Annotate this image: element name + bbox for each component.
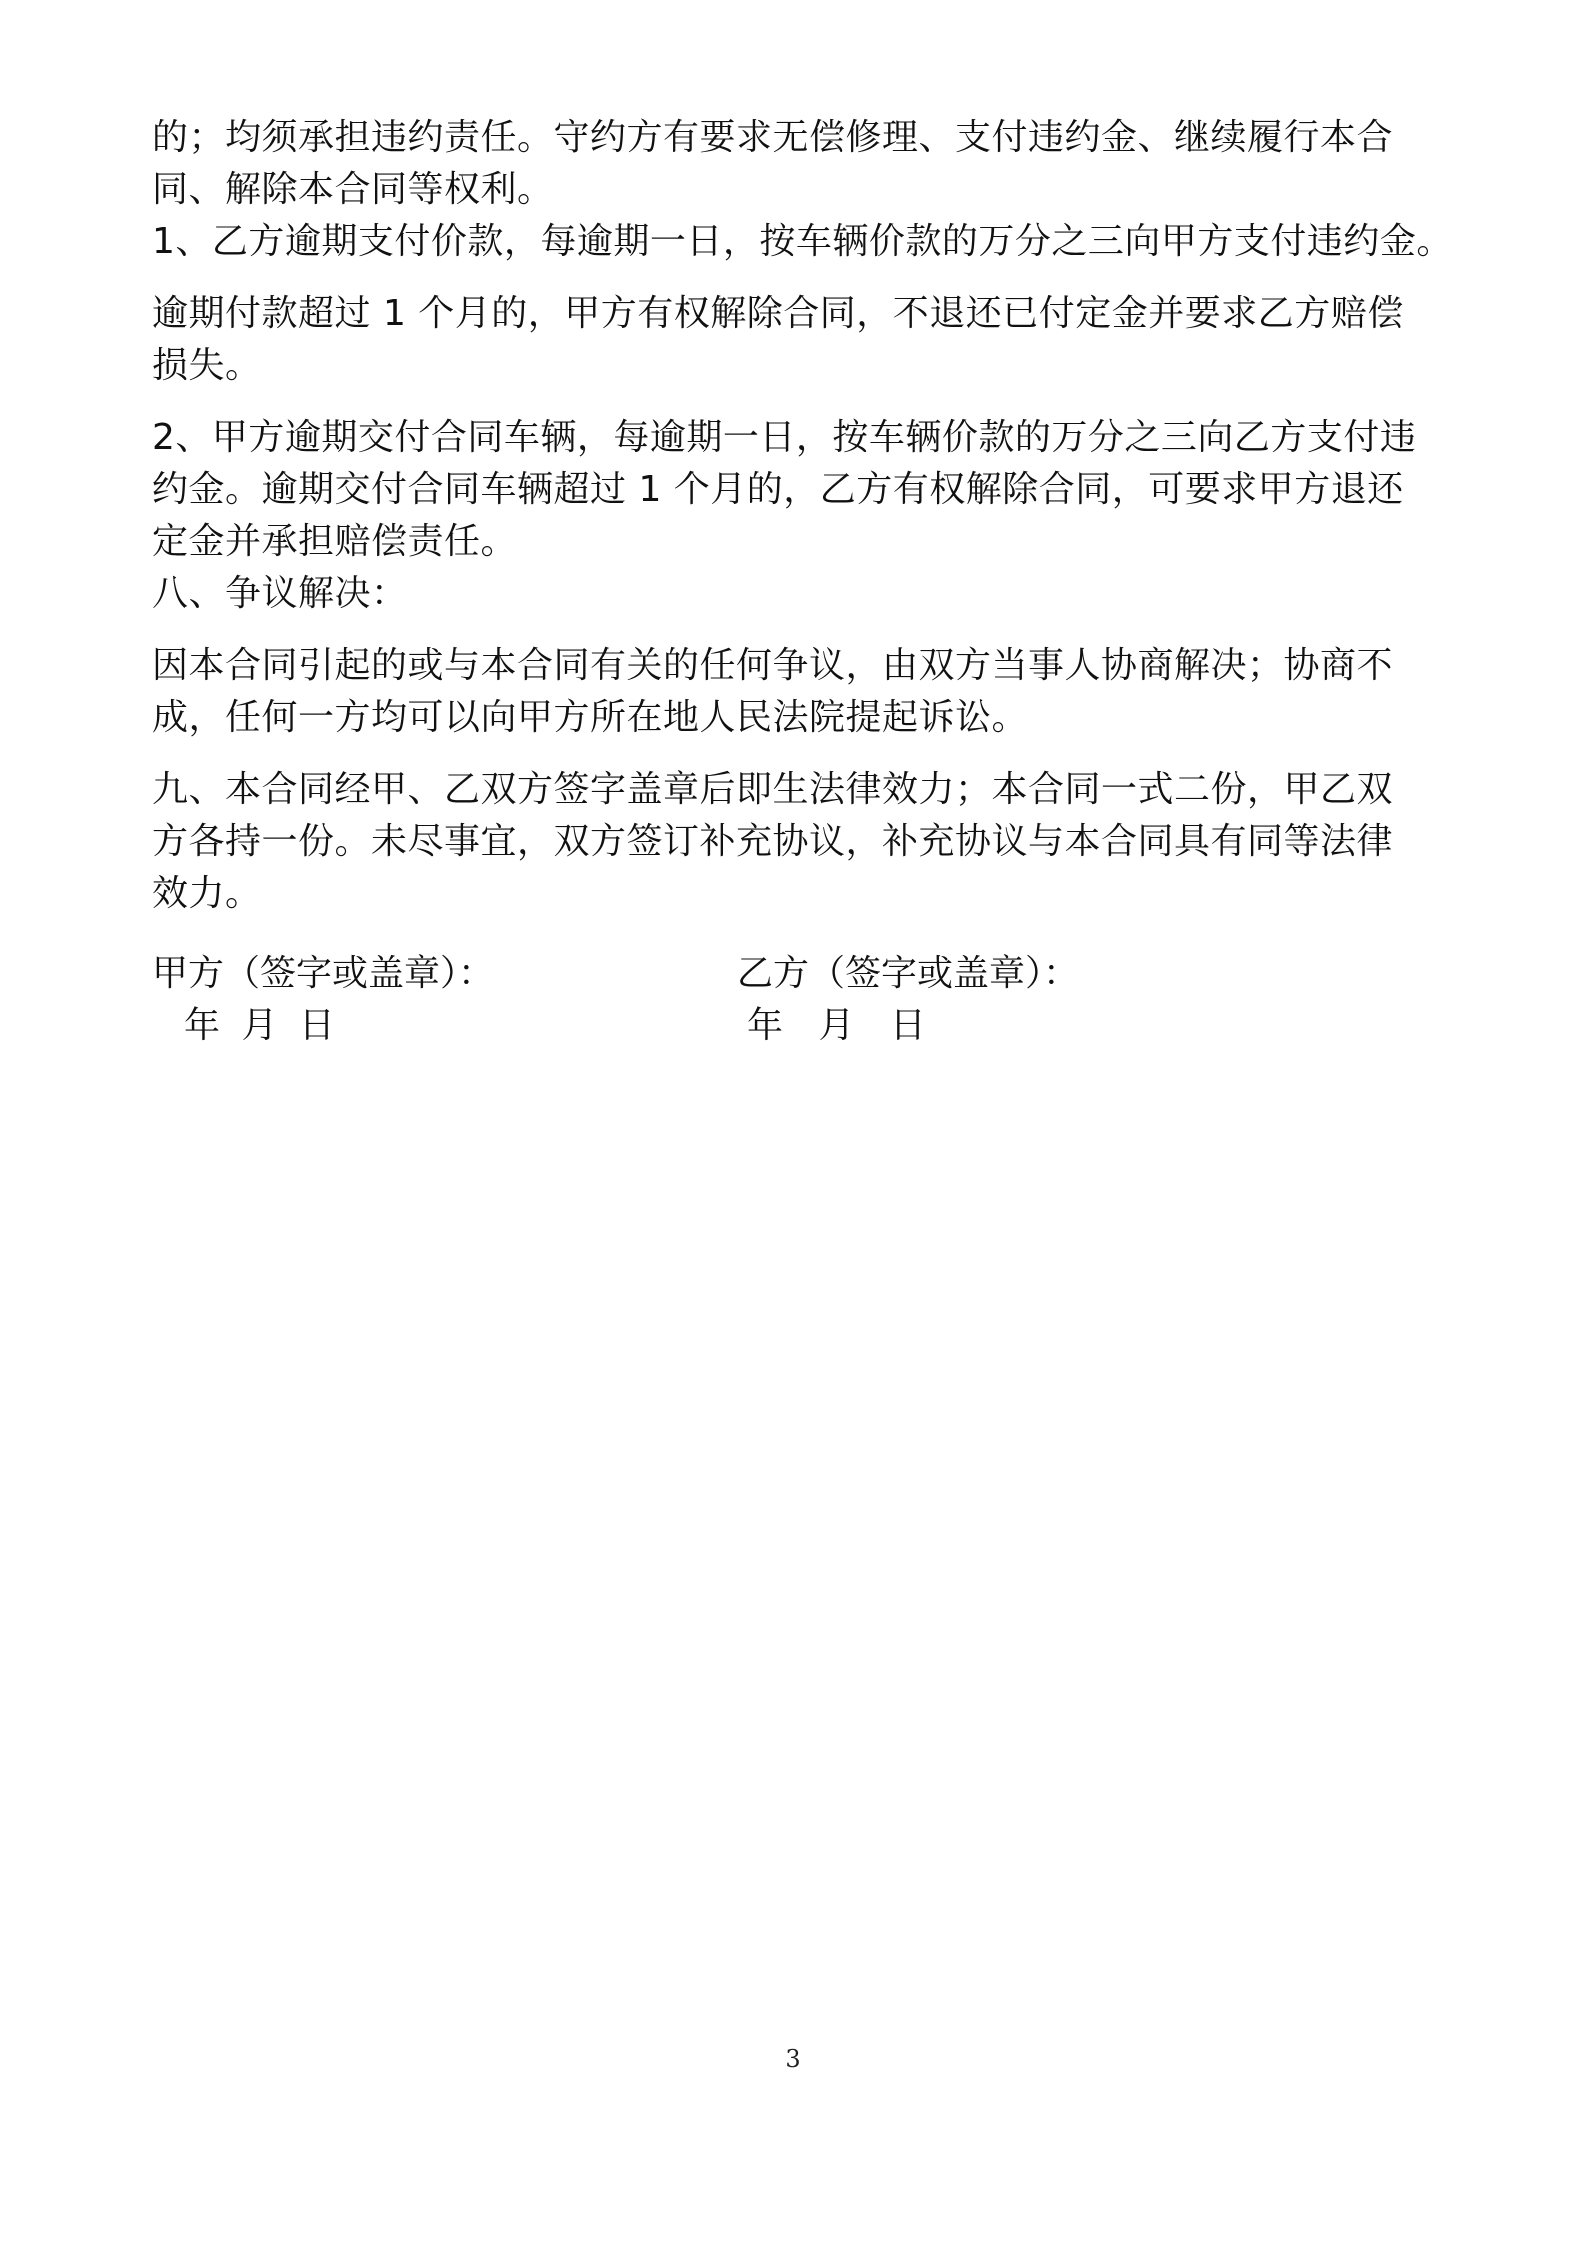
text-line: 损失。 <box>152 345 262 386</box>
section-heading: 八、争议解决： <box>152 573 408 614</box>
paragraph-breach-liability <box>152 112 1472 216</box>
party-a-date: 年 月 日 <box>184 1005 335 1046</box>
signature-dates-row <box>152 1000 1472 1052</box>
text-line: 效力。 <box>152 873 262 914</box>
text-line: 1、乙方逾期支付价款，每逾期一日，按车辆价款的万分之三向甲方支付违约金。 <box>152 221 1453 262</box>
text-line: 的；均须承担违约责任。守约方有要求无偿修理、支付违约金、继续履行本合 <box>152 117 1394 158</box>
paragraph-late-payment-termination <box>152 288 1472 392</box>
page-number: 3 <box>785 2045 801 2073</box>
paragraph-effectiveness <box>152 764 1472 920</box>
text-line: 逾期付款超过 1 个月的，甲方有权解除合同，不退还已付定金并要求乙方赔偿 <box>152 293 1404 334</box>
paragraph-dispute-resolution <box>152 640 1472 744</box>
party-b-date: 年 月 日 <box>747 1005 926 1046</box>
text-line: 2、甲方逾期交付合同车辆，每逾期一日，按车辆价款的万分之三向乙方支付违 <box>152 417 1417 458</box>
section-heading-dispute <box>152 568 1472 620</box>
signature-labels-row <box>152 948 1472 1000</box>
party-b-signature-label: 乙方（签字或盖章）： <box>737 953 1080 994</box>
text-line: 定金并承担赔偿责任。 <box>152 521 518 562</box>
paragraph-late-payment <box>152 216 1472 268</box>
party-a-signature-label: 甲方（签字或盖章）： <box>152 953 495 994</box>
text-line: 因本合同引起的或与本合同有关的任何争议，由双方当事人协商解决；协商不 <box>152 645 1394 686</box>
text-line: 同、解除本合同等权利。 <box>152 169 554 210</box>
contract-body <box>152 112 1472 1052</box>
text-line: 方各持一份。未尽事宜，双方签订补充协议，补充协议与本合同具有同等法律 <box>152 821 1394 862</box>
text-line: 成，任何一方均可以向甲方所在地人民法院提起诉讼。 <box>152 697 1029 738</box>
text-line: 约金。逾期交付合同车辆超过 1 个月的，乙方有权解除合同，可要求甲方退还 <box>152 469 1404 510</box>
text-line: 九、本合同经甲、乙双方签字盖章后即生法律效力；本合同一式二份，甲乙双 <box>152 769 1394 810</box>
paragraph-late-delivery <box>152 412 1472 568</box>
